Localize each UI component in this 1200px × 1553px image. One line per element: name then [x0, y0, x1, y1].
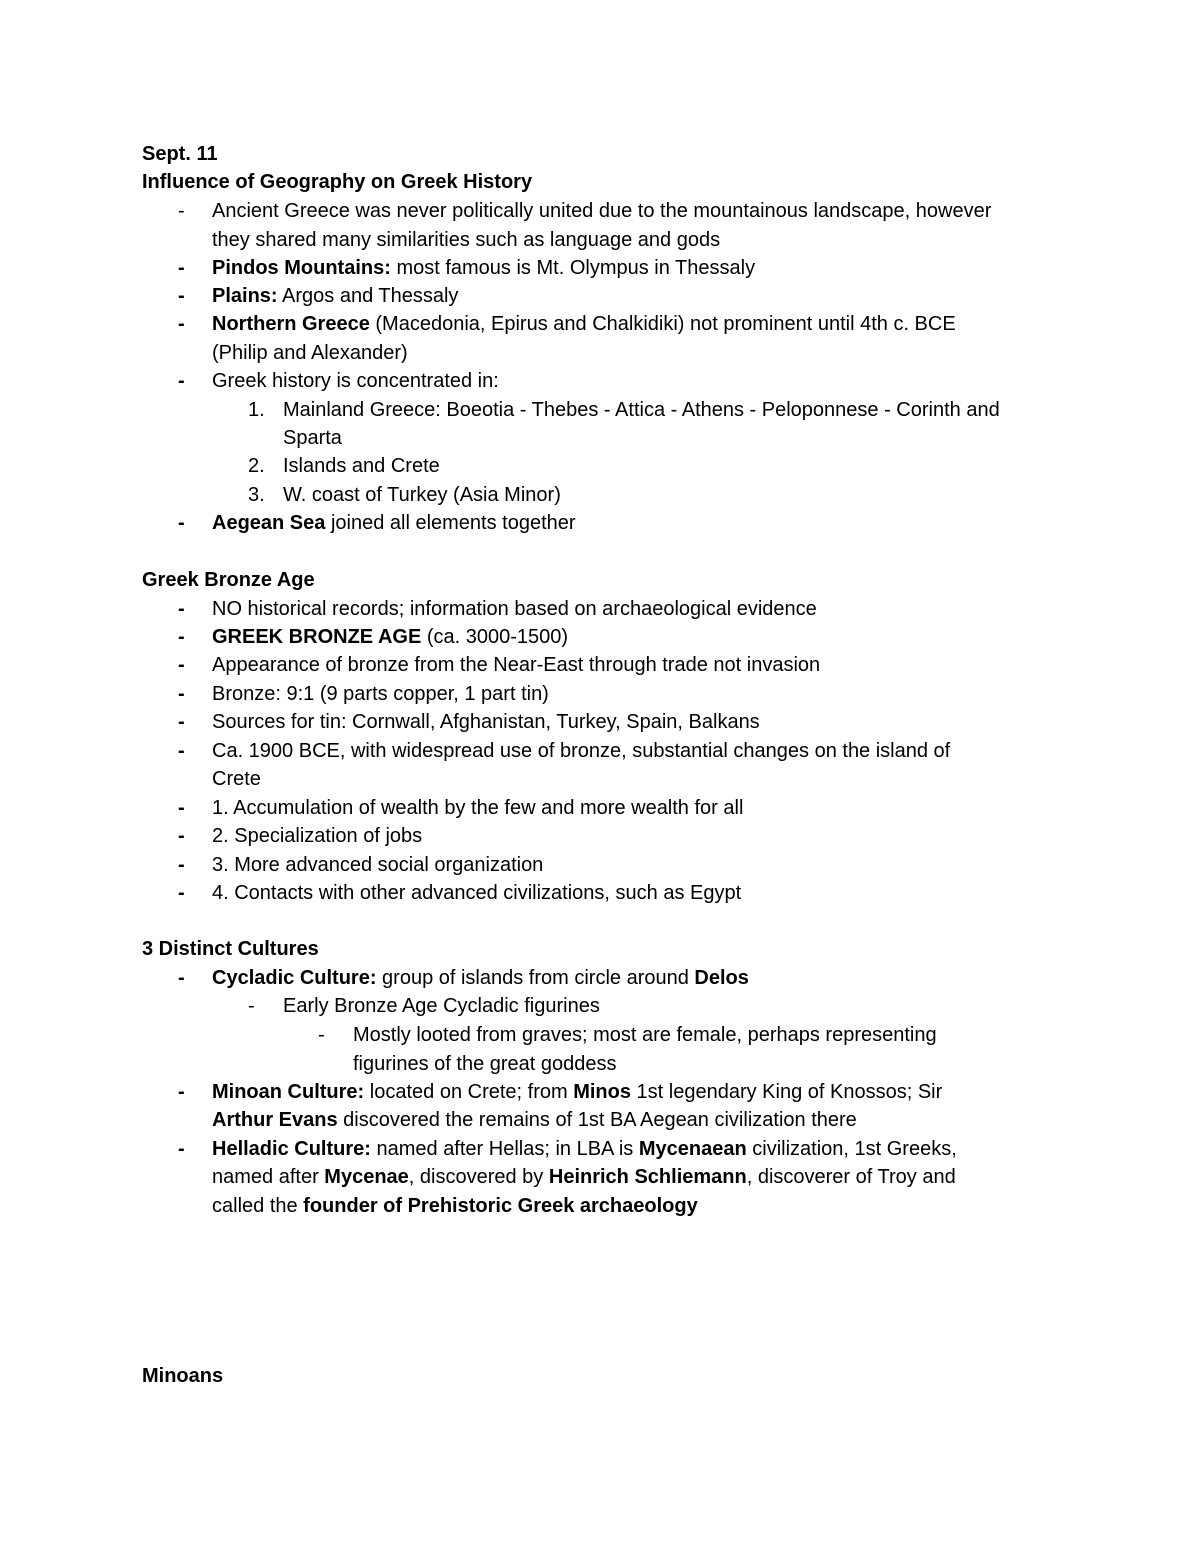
bullet-text-cont: Crete [212, 768, 261, 790]
bullet-minoan-cont [212, 1106, 857, 1134]
numbered-item-cont: Sparta [283, 427, 342, 449]
bullet-text: 3. More advanced social organization [212, 854, 544, 876]
bullet-pindos [212, 254, 755, 282]
bullet-marker: - [178, 285, 185, 307]
bullet-marker: - [178, 626, 185, 648]
bullet-text: named after Hellas; in LBA is [370, 1138, 639, 1160]
bold-term: Minoan Culture: [212, 1081, 365, 1103]
bullet-text: 1. Accumulation of wealth by the few and more wealth for all [212, 797, 744, 819]
bullet-marker: - [178, 967, 185, 989]
bullet-text: Greek history is concentrated in: [212, 370, 499, 392]
bold-term: GREEK BRONZE AGE [212, 626, 422, 648]
section-heading-bronze-age: Greek Bronze Age [142, 569, 315, 591]
bullet-helladic-cont [212, 1163, 956, 1191]
bullet-marker: - [178, 654, 185, 676]
bold-term: Plains: [212, 285, 278, 307]
bullet-text: Appearance of bronze from the Near-East through trade not invasion [212, 654, 821, 676]
bullet-helladic-cont [212, 1192, 698, 1220]
bullet-text: group of islands from circle around [376, 967, 695, 989]
bullet-text: Bronze: 9:1 (9 parts copper, 1 part tin) [212, 683, 549, 705]
bullet-aegean [212, 509, 576, 537]
bold-term: founder of Prehistoric Greek archaeology [303, 1195, 698, 1217]
numbered-item: W. coast of Turkey (Asia Minor) [283, 484, 561, 506]
bullet-text-cont: they shared many similarities such as language and gods [212, 229, 721, 251]
bullet-bronze-age-dates [212, 623, 568, 651]
bullet-marker: - [178, 825, 185, 847]
number-marker: 1. [248, 399, 265, 421]
bullet-text: called the [212, 1195, 304, 1217]
bullet-text: located on Crete; from [364, 1081, 574, 1103]
bullet-marker: - [178, 512, 185, 534]
bullet-minoan [212, 1078, 942, 1106]
bullet-text: discovered the remains of 1st BA Aegean civilization there [337, 1109, 857, 1131]
bold-term: Arthur Evans [212, 1109, 338, 1131]
bullet-text: 4. Contacts with other advanced civilizations, such as Egypt [212, 882, 742, 904]
bullet-text: 2. Specialization of jobs [212, 825, 423, 847]
bullet-text-cont: (Philip and Alexander) [212, 342, 408, 364]
bullet-marker: - [178, 598, 185, 620]
section-heading-cultures: 3 Distinct Cultures [142, 938, 319, 960]
bullet-marker: - [178, 1138, 185, 1160]
bullet-marker: - [178, 313, 185, 335]
section-heading-minoans: Minoans [142, 1365, 224, 1387]
bullet-helladic [212, 1135, 957, 1163]
bullet-text: (ca. 3000-1500) [421, 626, 569, 648]
bullet-northern-greece [212, 310, 956, 338]
bold-term: Cycladic Culture: [212, 967, 377, 989]
bullet-text: (Macedonia, Epirus and Chalkidiki) not prominent until 4th c. BCE [369, 313, 956, 335]
bullet-text: , discovered by [408, 1166, 549, 1188]
sub-bullet-text: Early Bronze Age Cycladic figurines [283, 995, 600, 1017]
bullet-text: named after [212, 1166, 325, 1188]
section-heading-geography: Influence of Geography on Greek History [142, 171, 533, 193]
bullet-text: Ca. 1900 BCE, with widespread use of bronze, substantial changes on the island of [212, 740, 951, 762]
bold-term: Delos [694, 967, 749, 989]
bold-term: Mycenae [324, 1166, 409, 1188]
bold-term: Northern Greece [212, 313, 370, 335]
sub-sub-bullet-marker: - [318, 1024, 325, 1046]
bold-term: Minos [573, 1081, 631, 1103]
bullet-plains [212, 282, 458, 310]
number-marker: 2. [248, 455, 265, 477]
bullet-marker: - [178, 711, 185, 733]
bullet-marker: - [178, 257, 185, 279]
bullet-text: , discoverer of Troy and [746, 1166, 956, 1188]
bullet-text: civilization, 1st Greeks, [746, 1138, 957, 1160]
numbered-item: Mainland Greece: Boeotia - Thebes - Attica - Athens - Peloponnese - Corinth and [283, 399, 1000, 421]
bullet-marker: - [178, 370, 185, 392]
bullet-text: Argos and Thessaly [277, 285, 459, 307]
bullet-text: joined all elements together [325, 512, 576, 534]
bullet-marker: - [178, 200, 185, 222]
bullet-text: most famous is Mt. Olympus in Thessaly [390, 257, 756, 279]
bullet-marker: - [178, 797, 185, 819]
numbered-item: Islands and Crete [283, 455, 440, 477]
sub-sub-bullet-text-cont: figurines of the great goddess [353, 1053, 617, 1075]
number-marker: 3. [248, 484, 265, 506]
bullet-marker: - [178, 1081, 185, 1103]
bullet-text: NO historical records; information based on archaeological evidence [212, 598, 817, 620]
bullet-text: 1st legendary King of Knossos; Sir [630, 1081, 943, 1103]
bold-term: Aegean Sea [212, 512, 326, 534]
bullet-marker: - [178, 740, 185, 762]
bullet-cycladic [212, 964, 749, 992]
bullet-text: Sources for tin: Cornwall, Afghanistan, Turkey, Spain, Balkans [212, 711, 760, 733]
bullet-marker: - [178, 683, 185, 705]
bullet-marker: - [178, 854, 185, 876]
bold-term: Pindos Mountains: [212, 257, 391, 279]
sub-sub-bullet-text: Mostly looted from graves; most are female, perhaps representing [353, 1024, 937, 1046]
bold-term: Heinrich Schliemann [548, 1166, 747, 1188]
bullet-text: Ancient Greece was never politically united due to the mountainous landscape, however [212, 200, 992, 222]
sub-bullet-marker: - [248, 995, 255, 1017]
bold-term: Helladic Culture: [212, 1138, 371, 1160]
date-heading: Sept. 11 [142, 143, 218, 165]
bold-term: Mycenaean [638, 1138, 747, 1160]
bullet-marker: - [178, 882, 185, 904]
